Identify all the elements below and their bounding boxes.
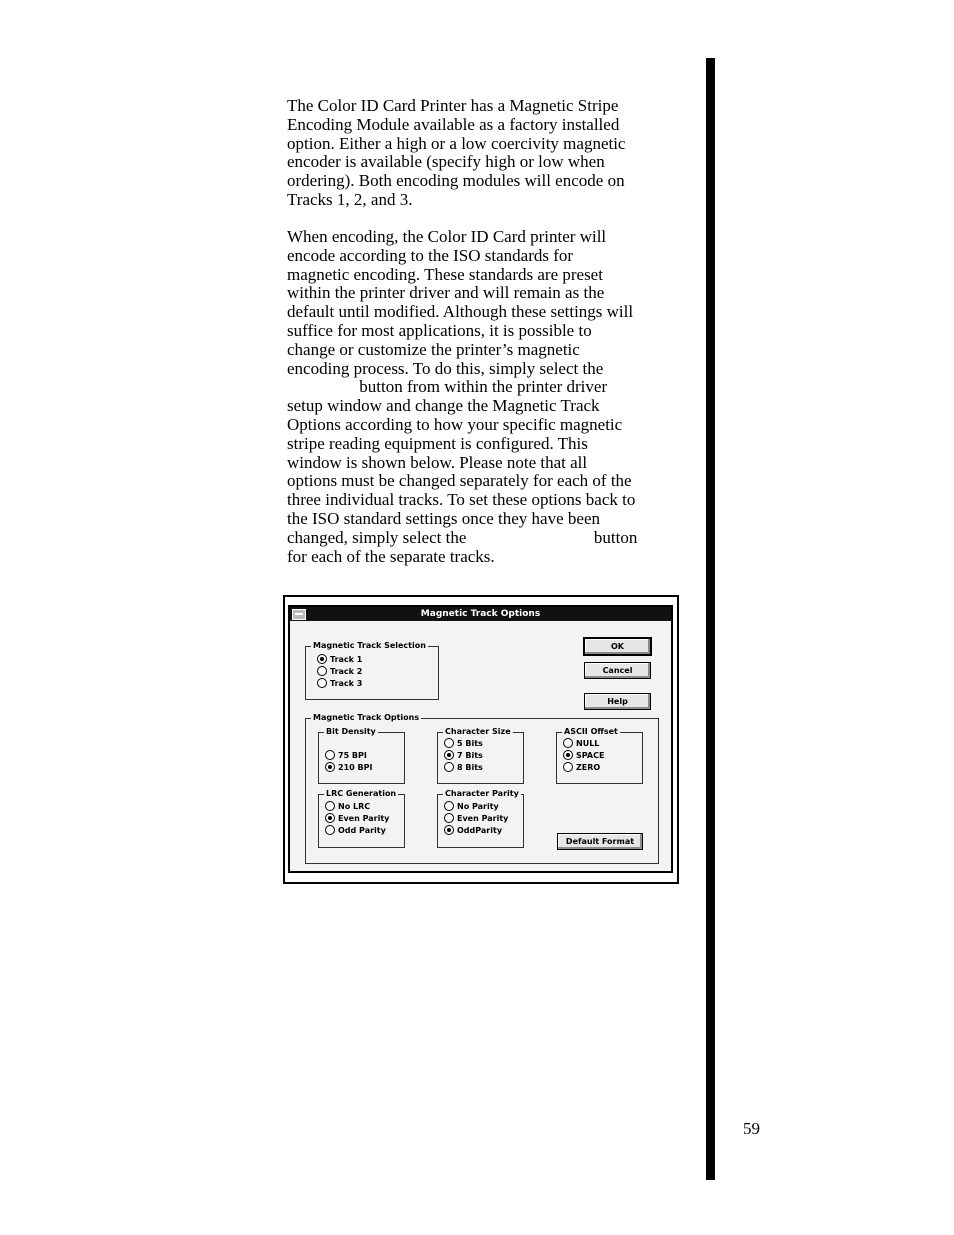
group-label: Character Size	[445, 727, 511, 736]
radio-even-parity-lrc[interactable]	[325, 813, 389, 823]
radio-selected-icon	[317, 654, 327, 664]
radio-icon	[563, 738, 573, 748]
dialog-title: Magnetic Track Options	[420, 609, 541, 619]
radio-8-bits[interactable]	[444, 762, 483, 772]
radio-track-3[interactable]	[317, 678, 362, 688]
option-label: 75 BPI	[338, 751, 367, 760]
group-label: Bit Density	[326, 727, 376, 736]
text-line: option. Either a high or a low coercivity magnetic	[287, 133, 626, 153]
magnetic-track-options-dialog	[288, 605, 673, 873]
group-label: ASCII Offset	[564, 727, 618, 736]
option-label: NULL	[576, 739, 600, 748]
radio-icon	[563, 762, 573, 772]
option-label: 8 Bits	[457, 763, 483, 772]
radio-icon	[317, 666, 327, 676]
page-number: 59	[743, 1119, 760, 1138]
radio-75-bpi[interactable]	[325, 750, 367, 760]
paragraph-intro	[287, 97, 682, 210]
text-line: options must be changed separately for each of the	[287, 471, 632, 491]
text-line: Options according to how your specific magnetic	[287, 414, 623, 434]
cancel-button[interactable]: Cancel	[584, 662, 651, 679]
option-label: Track 2	[330, 667, 363, 676]
radio-icon	[444, 738, 454, 748]
radio-icon	[444, 801, 454, 811]
option-label: 210 BPI	[338, 763, 373, 772]
text-line: Encoding Module available as a factory installed	[287, 114, 620, 134]
radio-no-lrc[interactable]	[325, 801, 370, 811]
option-label: Odd Parity	[338, 826, 386, 835]
option-label: OddParity	[457, 826, 503, 835]
text-line: Tracks 1, 2, and 3.	[287, 189, 413, 209]
radio-icon	[317, 678, 327, 688]
track-selection-group	[305, 641, 439, 700]
radio-null[interactable]	[563, 738, 599, 748]
radio-7-bits[interactable]	[444, 750, 483, 760]
option-label: Even Parity	[457, 814, 509, 823]
radio-selected-icon	[325, 762, 335, 772]
dialog-figure	[283, 595, 679, 884]
text-line: encode according to the ISO standards for	[287, 245, 574, 265]
track-options-group	[305, 713, 659, 864]
option-label: No Parity	[457, 802, 499, 811]
radio-icon	[444, 762, 454, 772]
radio-icon	[325, 801, 335, 811]
help-button[interactable]: Help	[584, 693, 651, 710]
radio-selected-icon	[325, 813, 335, 823]
title-bar	[290, 607, 671, 621]
default-format-button[interactable]: Default Format	[557, 833, 643, 850]
text-line: three individual tracks. To set these options back to	[287, 490, 636, 510]
group-label: Character Parity	[445, 789, 519, 798]
text-line: for each of the separate tracks.	[287, 546, 495, 566]
text-line: window is shown below. Please note that all	[287, 452, 588, 472]
radio-even-parity[interactable]	[444, 813, 508, 823]
radio-odd-parity-lrc[interactable]	[325, 825, 386, 835]
text-line: change or customize the printer’s magnetic	[287, 339, 580, 359]
text-line: ordering). Both encoding modules will encode on	[287, 171, 625, 191]
text-line: default until modified. Although these settings will	[287, 302, 634, 322]
option-label: SPACE	[576, 751, 605, 760]
group-label: Magnetic Track Options	[313, 713, 420, 722]
text-line: encoding process. To do this, simply select the	[287, 358, 604, 378]
option-label: ZERO	[576, 763, 601, 772]
lrc-generation-group	[318, 789, 405, 848]
bit-density-group	[318, 727, 405, 784]
radio-icon	[325, 825, 335, 835]
radio-selected-icon	[444, 750, 454, 760]
group-label: Magnetic Track Selection	[313, 641, 426, 650]
radio-track-2[interactable]	[317, 666, 362, 676]
text-line: button from within the printer driver	[287, 377, 608, 397]
radio-5-bits[interactable]	[444, 738, 483, 748]
paragraph-encoding	[287, 228, 682, 566]
character-size-group	[437, 727, 524, 784]
option-label: 5 Bits	[457, 739, 483, 748]
radio-selected-icon	[563, 750, 573, 760]
text-line: The Color ID Card Printer has a Magnetic Stripe	[287, 96, 619, 115]
ok-button[interactable]: OK	[584, 638, 651, 655]
radio-odd-parity[interactable]	[444, 825, 502, 835]
text-line: setup window and change the Magnetic Track	[287, 396, 600, 416]
text-line: changed, simply select the button	[287, 527, 638, 547]
text-line: encoder is available (specify high or low when	[287, 152, 605, 172]
vertical-rule	[706, 58, 715, 1180]
text-line: When encoding, the Color ID Card printer will	[287, 227, 607, 246]
character-parity-group	[437, 789, 524, 848]
radio-track-1[interactable]	[317, 654, 362, 664]
radio-zero[interactable]	[563, 762, 600, 772]
radio-selected-icon	[444, 825, 454, 835]
text-line: stripe reading equipment is configured. This	[287, 433, 588, 453]
option-label: Even Parity	[338, 814, 390, 823]
radio-210-bpi[interactable]	[325, 762, 372, 772]
ascii-offset-group	[556, 727, 643, 784]
radio-icon	[444, 813, 454, 823]
option-label: No LRC	[338, 802, 371, 811]
option-label: Track 1	[330, 655, 363, 664]
radio-no-parity[interactable]	[444, 801, 499, 811]
radio-space[interactable]	[563, 750, 604, 760]
text-line: suffice for most applications, it is possible to	[287, 320, 592, 340]
text-line: within the printer driver and will remain as the	[287, 283, 605, 303]
option-label: 7 Bits	[457, 751, 483, 760]
radio-icon	[325, 750, 335, 760]
text-line: magnetic encoding. These standards are preset	[287, 264, 603, 284]
text-line: the ISO standard settings once they have been	[287, 508, 600, 528]
group-label: LRC Generation	[326, 789, 397, 798]
option-label: Track 3	[330, 679, 363, 688]
